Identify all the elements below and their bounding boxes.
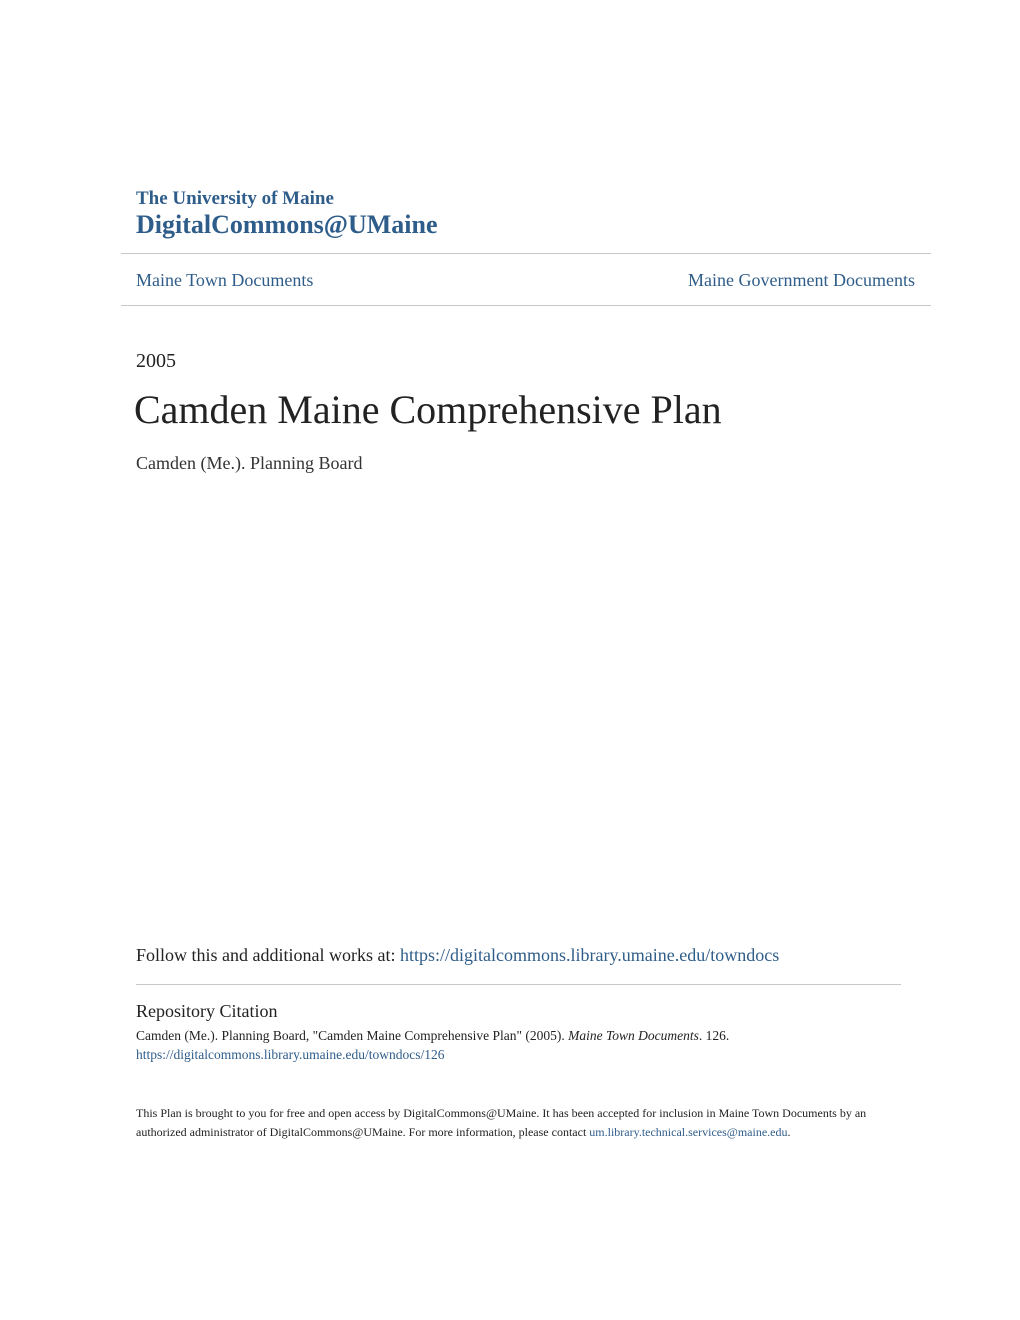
citation-divider <box>136 984 901 985</box>
access-notice <box>136 1104 896 1142</box>
university-name: The University of Maine <box>136 188 334 209</box>
maine-government-documents-link[interactable]: Maine Government Documents <box>688 270 915 290</box>
citation-heading: Repository Citation <box>136 1001 278 1021</box>
citation-series: Maine Town Documents <box>568 1028 699 1043</box>
publication-year: 2005 <box>136 350 176 372</box>
document-title: Camden Maine Comprehensive Plan <box>134 387 722 432</box>
follow-line <box>136 943 779 967</box>
repository-header <box>136 188 438 240</box>
notice-text: This Plan is brought to you for free and open access by DigitalCommons@UMaine. It has been accepted for inclusion in Maine Town Documents by an authorized administrator of DigitalCommons@UMaine. For more information, please contact <box>136 1106 867 1139</box>
document-author: Camden (Me.). Planning Board <box>136 453 363 473</box>
repository-name[interactable]: DigitalCommons@UMaine <box>136 210 438 239</box>
citation-text: Camden (Me.). Planning Board, "Camden Maine Comprehensive Plan" (2005). <box>136 1028 569 1043</box>
notice-end: . <box>787 1125 791 1139</box>
header-divider-top <box>121 253 931 254</box>
header-divider-bottom <box>121 305 931 306</box>
collection-url-link[interactable]: https://digitalcommons.library.umaine.edu/towndocs <box>399 945 780 965</box>
citation-number: . 126. <box>698 1028 730 1043</box>
item-url-link[interactable]: https://digitalcommons.library.umaine.edu/towndocs/126 <box>136 1047 445 1062</box>
citation-body <box>136 1026 901 1064</box>
follow-label: Follow this and additional works at: <box>136 945 400 965</box>
contact-email-link[interactable]: um.library.technical.services@maine.edu <box>589 1125 788 1139</box>
maine-town-documents-link[interactable]: Maine Town Documents <box>136 270 314 290</box>
